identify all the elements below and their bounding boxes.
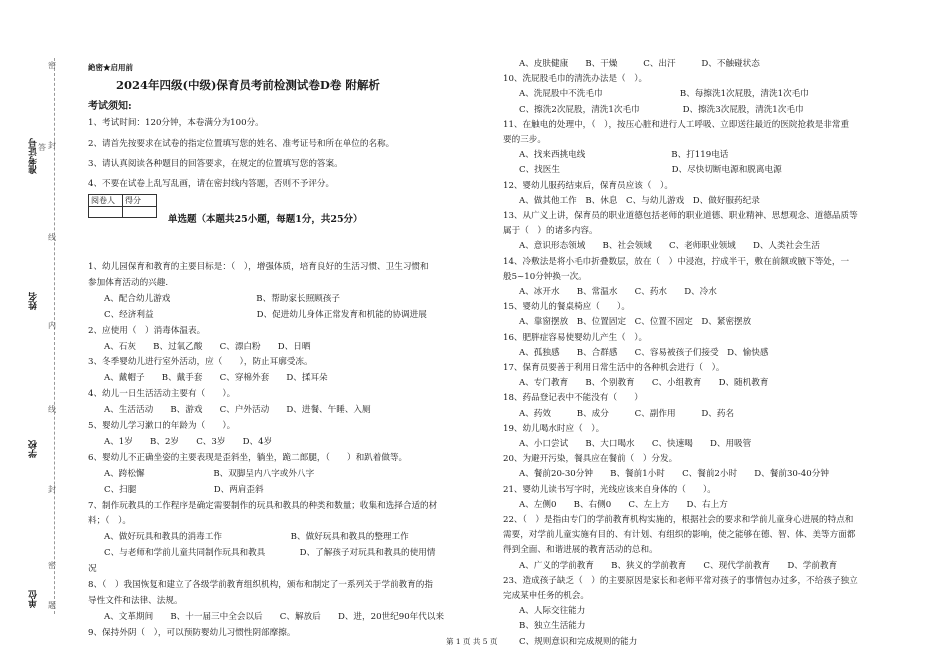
answer-option: A、生活活动 B、游戏 C、户外活动 D、进餐、午睡、入厕 [104,405,371,416]
answer-option: A、冰开水 B、常温水 C、药水 D、冷水 [519,287,717,297]
question-line: 完成某申任务的机会。 [503,591,589,601]
question-line: 21、婴幼儿读书写字时，光线应该来自身体的（ ）。 [503,484,716,495]
question-line: 22、（ ）是指由专门的学前教育机构实施的，根据社会的要求和学前儿童身心进展的特点和 [503,515,854,525]
question-line: 导性文件和法律、法规。 [88,595,183,606]
notice-item: 1、考试时间：120分钟，本卷满分为100分。 [88,118,264,128]
seal-mark: 题 [48,601,56,610]
answer-option: A、1岁 B、2岁 C、3岁 D、4岁 [104,436,273,447]
answer-option: C、与老师和学前儿童共同制作玩具和教具 D、了解孩子对玩具和教具的使用情 [104,548,436,559]
answer-option: A、药效 B、成分 C、副作用 D、药名 [519,408,735,419]
question-line: 2、应使用（ ）消毒体温表。 [88,325,206,336]
answer-option: A、做好玩具和教具的消毒工作 B、做好玩具和教具的整理工作 [104,532,409,543]
question-line: 况 [88,564,97,575]
question-line: 1、幼儿园保育和教育的主要目标是：（ ），增强体质，培育良好的生活习惯、卫生习惯和 [88,262,429,272]
seal-mark: 线 [48,233,56,242]
answer-option: C、规则意识和完成规则的能力 [519,636,638,647]
answer-option: A、洗屁股中不洗毛巾 B、每擦洗1次屁股，清洗1次毛巾 [519,89,809,100]
answer-option: C、擦洗2次屁股，清洗1次毛巾 D、擦洗3次屁股，清洗1次毛巾 [519,104,804,115]
score-cell[interactable] [123,207,157,218]
question-line: 14、冷敷法是将小毛巾折叠数层，放在（ ）中浸泡，拧成半干，敷在前额或腋下等处，一 [503,256,850,267]
school-label: 学校 [29,440,39,458]
answer-option: A、人际交往能力 [519,606,586,617]
grader-cell[interactable] [89,207,123,218]
question-line: 10、洗屁股毛巾的清洗办法是（ ）。 [503,74,648,85]
question-line: 8、（ ）我国恢复和建立了各级学前教育组织机构，颁布和制定了一系列关于学前教育的指 [88,580,433,590]
answer-option: A、小口尝试 B、大口喝水 C、快速喝 D、用吸管 [519,439,752,449]
answer-option: C、扫腿 D、两肩歪斜 [104,484,264,495]
question-line: 需要，对学前儿童实施有目的、有计划、有组织的影响，使之能够在德、智、体、美等方面都 [503,530,856,541]
unit-label: 单位 [29,590,39,608]
answer-option: A、专门教育 B、个别教育 C、小组教育 D、随机教育 [519,378,769,389]
question-line: 要的三步。 [503,135,546,145]
question-line: 13、从广义上讲，保育员的职业道德包括老师的职业道德、职业精神、思想观念、道德品质等 [503,211,858,221]
secret-label: 絶密★启用前 [88,63,133,72]
answer-option: A、孤独感 B、合群感 C、容易被孩子们接受 D、愉快感 [519,347,769,358]
notice-item: 2、请首先按要求在试卷的指定位置填写您的姓名、准考证号和所在单位的名称。 [88,139,395,149]
seal-mark: 内 [48,321,56,330]
seal-mark: 封 [48,141,56,150]
section-heading: 单选题（本题共25小题，每题1分，共25分） [168,214,363,225]
seal-mark: 密 [48,561,56,570]
question-line: 3、冬季婴幼儿进行室外活动，应（ ），防止耳廓受冻。 [88,357,313,368]
question-line: 11、在触电的处理中，（ ），按压心脏和进行人工呼吸、立即送往最近的医院抢救是非常重 [503,119,850,130]
question-line: 参加体育活动的兴趣. [88,277,169,288]
seal-mark: 线 [48,405,56,414]
question-line: 料；（ ）。 [88,516,131,527]
answer-option: A、做其他工作 B、休息 C、与幼儿游戏 D、做好服药纪录 [519,195,760,206]
answer-option: A、左侧0 B、右侧0 C、左上方 D、右上方 [519,499,728,510]
answer-option: B、独立生活能力 [519,621,586,632]
exam-number-label: 准考证号 [29,138,39,174]
question-line: 15、婴幼儿的餐桌椅应（ ）。 [503,302,630,313]
answer-option: A、跨松懈 B、双脚呈内八字或外八字 [104,468,315,479]
question-line: 4、幼儿一日生活活动主要有（ ）。 [88,389,236,400]
question-line: 17、保育员要善于利用日常生活中的各种机会进行（ ）。 [503,363,725,373]
answer-option: A、广义的学前教育 B、狭义的学前教育 C、现代学前教育 D、学前教育 [519,560,838,571]
answer-option: A、意识形态领域 B、社会领域 C、老师职业领域 D、人类社会生活 [519,241,820,252]
question-line: 9、保持外阴（ ），可以预防婴幼儿习惯性阴部摩擦。 [88,627,296,638]
answer-option: A、石灰 B、过氧乙酸 C、漂白粉 D、日晒 [104,341,311,352]
score-label: 得分 [123,195,157,207]
answer-option: A、靠窗摆放 B、位置固定 C、位置不固定 D、紧密摆放 [519,317,752,328]
answer-option: A、文革期间 B、十一届三中全会以后 C、解放后 D、进，20世纪90年代以来 [104,611,445,622]
question-line: 般5~10分钟换一次。 [503,271,587,282]
notice-heading: 考试须知: [88,101,132,112]
question-line: 12、婴幼儿服药结束后，保育员应该（ ）。 [503,180,673,191]
answer-option: C、经济利益 D、促进幼儿身体正常发育和机能的协调进展 [104,309,427,320]
question-line: 19、幼儿喝水时应（ ）。 [503,423,605,434]
grader-label: 阅卷人 [89,195,123,207]
question-line: 5、婴幼儿学习漱口的年龄为（ ）。 [88,421,236,431]
answer-option: A、找来西挑电线 B、打119电话 [519,150,729,161]
question-line: 得到全面、和谐进展的教育活动的总和。 [503,545,658,556]
answer-option: C、找医生 D、尽快切断电源和脱离电源 [519,165,782,176]
binding-strip [0,0,80,671]
answer-option: A、皮肤健康 B、干燥 C、出汗 D、不触碰状态 [519,59,760,69]
question-line: 23、造成孩子缺乏（ ）的主要原因是家长和老师平常对孩子的事情包办过多，不给孩子独立 [503,575,858,586]
answer-option: A、餐前20-30分钟 B、餐前1小时 C、餐前2小时 D、餐前30-40分钟 [519,469,829,480]
question-line: 7、制作玩教具的工作程序是确定需要制作的玩具和教具的种类和数量；收集和选择合适的材 [88,500,438,511]
question-line: 20、为避开污染，餐具应在餐前（ ）分发。 [503,454,678,465]
notice-item: 4、不要在试卷上乱写乱画，请在密封线内答题，否则不予评分。 [88,179,335,189]
name-label: 姓名 [29,292,39,310]
notice-item: 3、请认真阅读各种题目的回答要求，在规定的位置填写您的答案。 [88,159,343,169]
answer-option: A、配合幼儿游戏 B、帮助家长照顾孩子 [104,293,340,304]
seal-mark: 密 [48,61,56,70]
question-line: 属于（ ）的诸多内容。 [503,226,598,237]
answer-mark: 答 [38,143,46,152]
score-table [88,194,157,218]
question-line: 16、肥胖症容易使婴幼儿产生（ ）。 [503,332,648,343]
page-title: 2024年四级(中级)保育员考前检测试卷D卷 附解析 [116,78,380,92]
seal-mark: 封 [48,485,56,494]
question-line: 18、药品登记表中不能没有（ ） [503,393,643,404]
question-line: 6、婴幼儿不正确坐姿的主要表现是歪斜坐，躺坐，跪二郎腿，（ ）和趴着做等。 [88,452,408,463]
answer-option: A、戴帽子 B、戴手套 C、穿棉外套 D、揉耳朵 [104,373,328,384]
page-footer: 第 1 页 共 5 页 [446,637,498,646]
